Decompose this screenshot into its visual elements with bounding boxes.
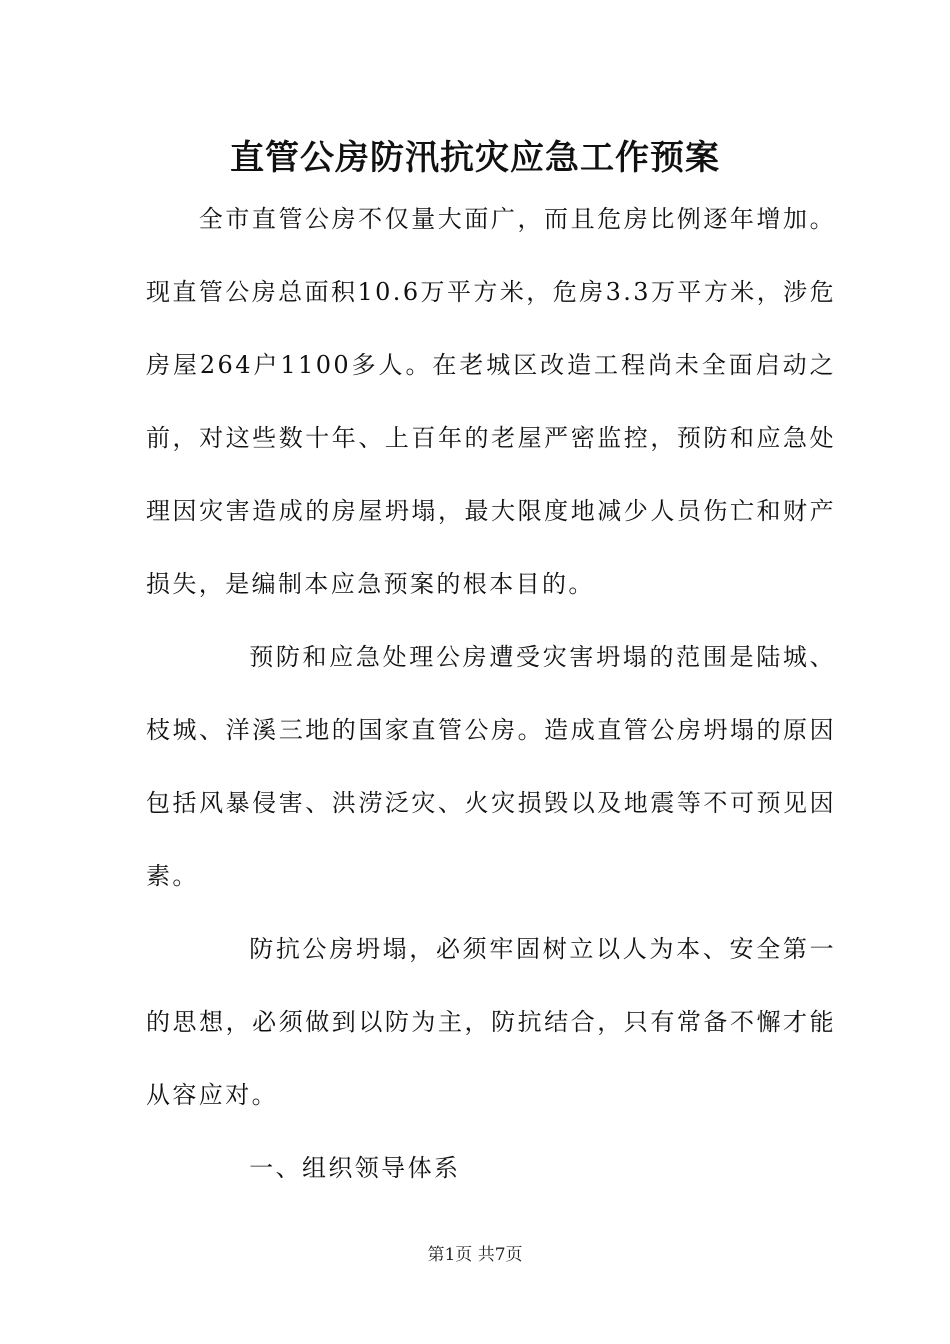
section-heading: 一、组织领导体系 bbox=[249, 1154, 461, 1182]
document-body bbox=[146, 183, 836, 1205]
page-number: 第1页 共7页 bbox=[427, 1245, 523, 1265]
document-title: 直管公房防汛抗灾应急工作预案 bbox=[230, 138, 720, 178]
paragraph-principle: 防抗公房坍塌，必须牢固树立以人为本、安全第一的思想，必须做到以防为主，防抗结合，只有常备不懈才能从容应对。 bbox=[146, 935, 836, 1109]
paragraph-scope: 预防和应急处理公房遭受灾害坍塌的范围是陆城、枝城、洋溪三地的国家直管公房。造成直管公房坍塌的原因包括风暴侵害、洪涝泛灾、火灾损毁以及地震等不可预见因素。 bbox=[146, 643, 836, 890]
paragraph-purpose: 全市直管公房不仅量大面广，而且危房比例逐年增加。现直管公房总面积10.6万平方米，危房3.3万平方米，涉危房屋264户1100多人。在老城区改造工程尚未全面启动之前，对这些数十年、上百年的老屋严密监控，预防和应急处理因灾害造成的房屋坍塌，最大限度地减少人员伤亡和财产损失，是编制本应急预案的根本目的。 bbox=[146, 205, 836, 598]
